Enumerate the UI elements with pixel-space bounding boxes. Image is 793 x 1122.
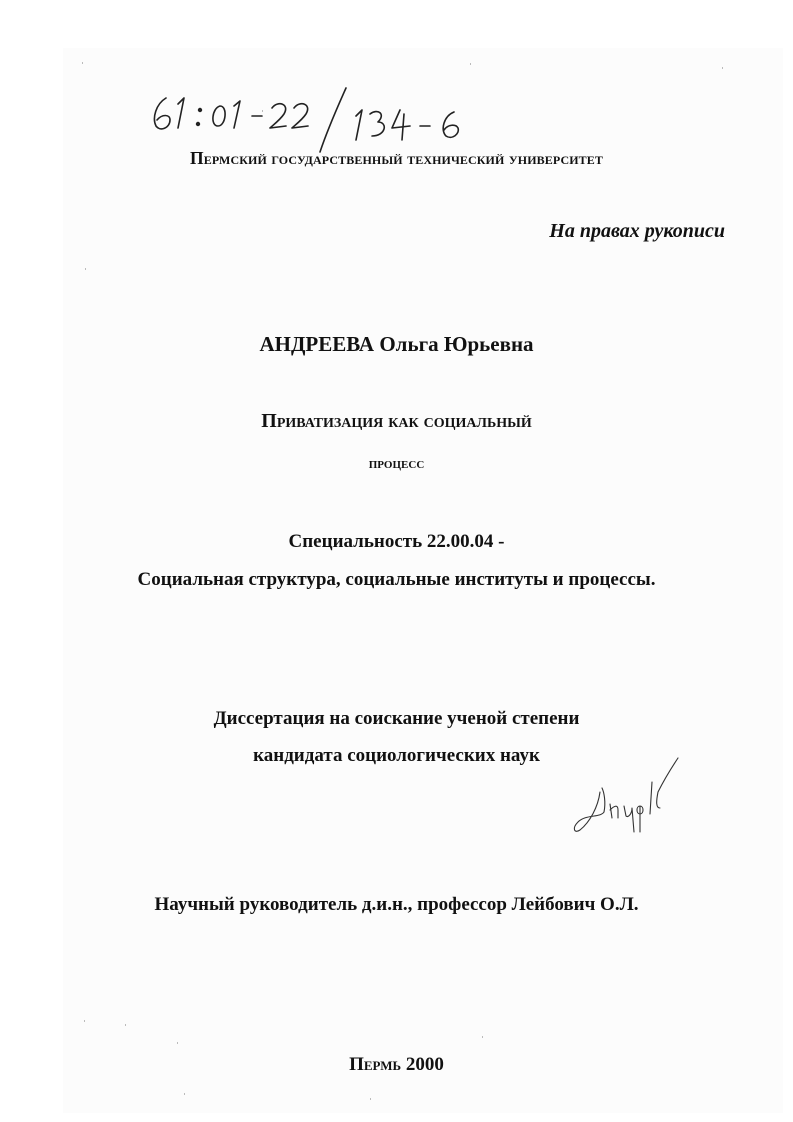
dissertation-degree-line-1: Диссертация на соискание ученой степени bbox=[213, 708, 580, 729]
thesis-title-line-1: Приватизация как социальный bbox=[261, 410, 532, 432]
scan-speck bbox=[482, 1036, 483, 1038]
handwritten-archive-code bbox=[148, 86, 508, 156]
scan-speck bbox=[177, 1042, 178, 1044]
scan-speck bbox=[722, 67, 723, 69]
scan-speck bbox=[82, 62, 83, 64]
signature-icon bbox=[570, 752, 680, 842]
specialty-description: Социальная структура, социальные институты и процессы. bbox=[137, 569, 656, 590]
scan-speck bbox=[370, 1098, 371, 1100]
scan-speck bbox=[84, 1020, 85, 1022]
manuscript-note: На правах рукописи bbox=[549, 220, 725, 242]
scientific-supervisor: Научный руководитель д.и.н., профессор Лейбович О.Л. bbox=[154, 894, 639, 915]
university-name: Пермский государственный технический университет bbox=[190, 148, 603, 168]
scan-speck bbox=[184, 1093, 185, 1095]
dissertation-degree-line-2: кандидата социологических наук bbox=[253, 745, 540, 766]
scan-speck bbox=[85, 268, 86, 270]
scan-speck bbox=[262, 110, 263, 112]
author-name: АНДРЕЕВА Ольга Юрьевна bbox=[259, 332, 534, 356]
scan-speck bbox=[125, 1024, 126, 1026]
city-and-year: Пермь 2000 bbox=[349, 1054, 444, 1075]
specialty-code: Специальность 22.00.04 - bbox=[288, 531, 505, 552]
scan-speck bbox=[470, 63, 471, 65]
thesis-title-line-2: процесс bbox=[368, 455, 425, 472]
